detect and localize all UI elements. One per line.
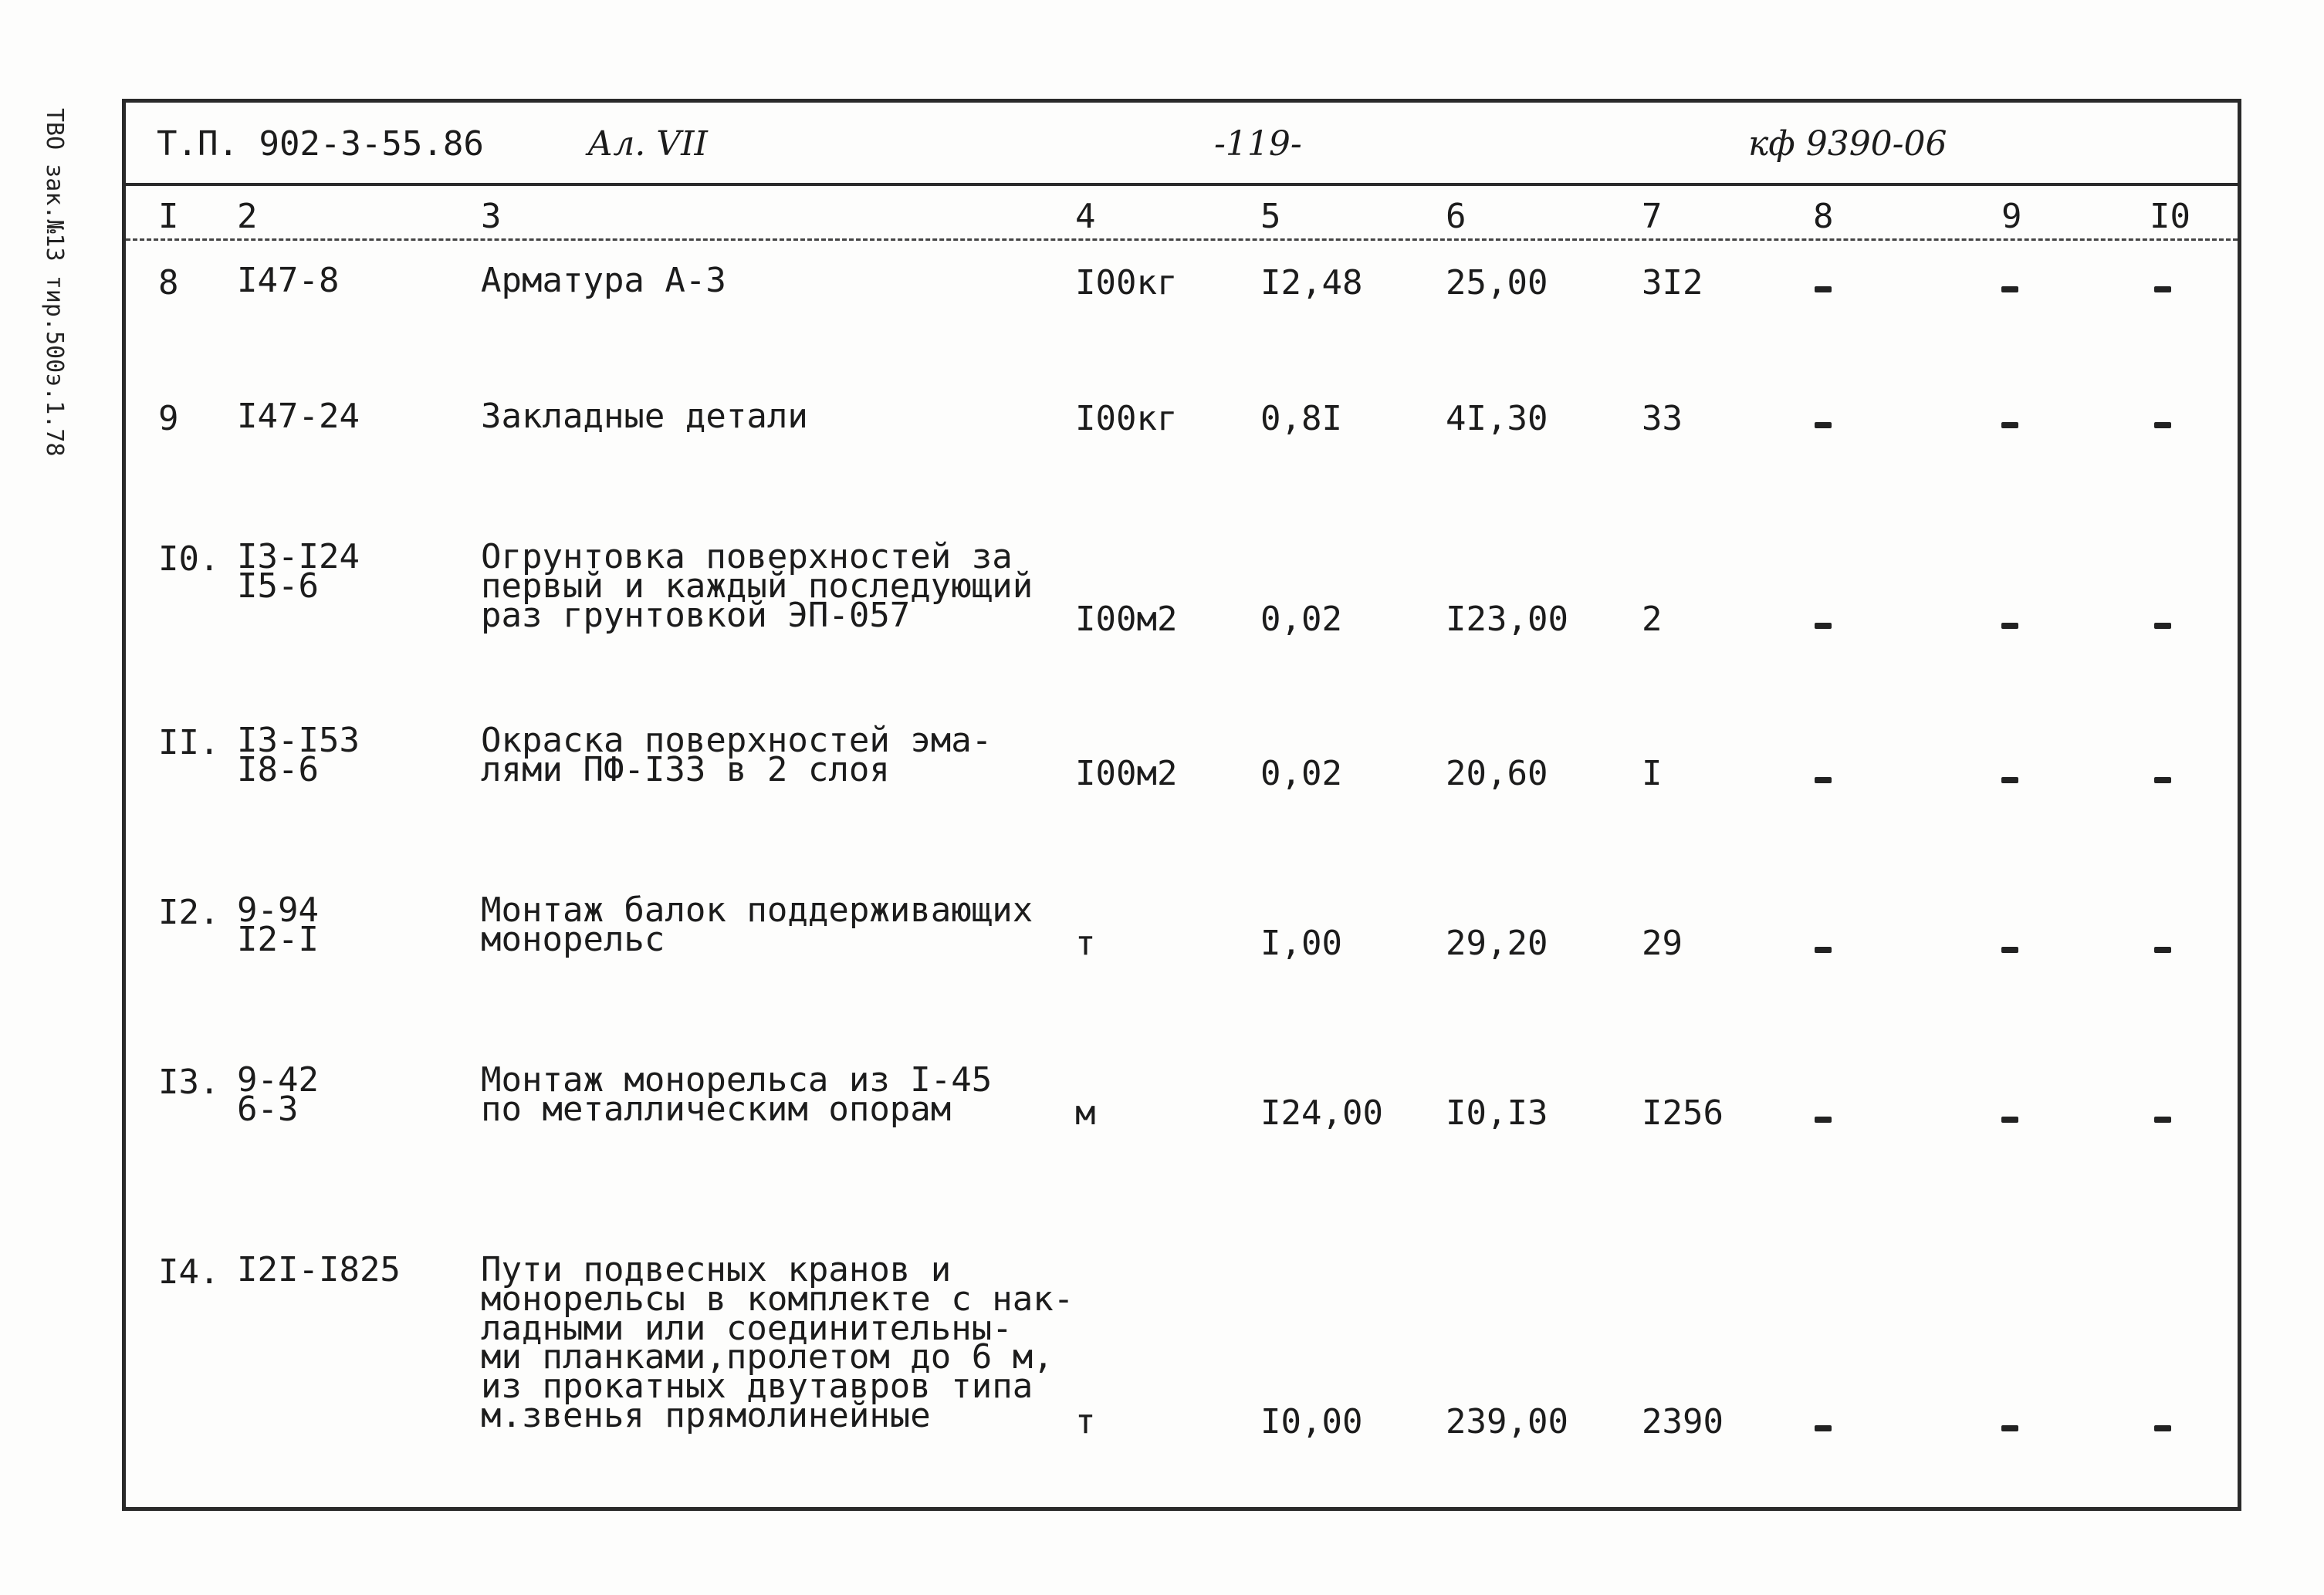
empty-mark — [2001, 286, 2018, 292]
quantity: I0,00 — [1260, 1402, 1363, 1441]
empty-mark — [2001, 1117, 2018, 1123]
empty-mark — [1815, 1117, 1832, 1123]
unit: I00м2 — [1075, 754, 1178, 793]
column-header: 6 — [1446, 197, 1466, 236]
work-name: Закладные детали — [481, 397, 808, 436]
unit-price: 4I,30 — [1446, 399, 1548, 438]
rate-code: I2I-I825 — [237, 1250, 401, 1289]
quantity: I2,48 — [1260, 263, 1363, 302]
unit-price: 239,00 — [1446, 1402, 1568, 1441]
rate-code: 9-94 I2-I — [237, 890, 319, 959]
quantity: 0,02 — [1260, 754, 1342, 793]
total-cost: I — [1642, 754, 1663, 793]
order-number: кф 9390-06 — [1748, 124, 1947, 164]
album-number: Ал. VII — [587, 124, 708, 164]
page-number: -119- — [1214, 124, 1302, 164]
empty-mark — [2154, 286, 2171, 292]
unit-price: I0,I3 — [1446, 1093, 1548, 1133]
empty-mark — [2001, 1425, 2018, 1431]
column-header: 2 — [237, 197, 258, 236]
empty-mark — [1815, 947, 1832, 953]
column-header: I0 — [2150, 197, 2190, 236]
quantity: I24,00 — [1260, 1093, 1383, 1133]
empty-mark — [1815, 422, 1832, 428]
margin-print-stamp: ТВО зак.№13 тир.500э.1.78 — [41, 108, 68, 457]
empty-mark — [1815, 1425, 1832, 1431]
column-header-row — [126, 186, 2238, 241]
row-number: II. — [158, 723, 220, 762]
unit-price: 25,00 — [1446, 263, 1548, 302]
rate-code: I3-I24 I5-6 — [237, 537, 360, 606]
unit-price: 20,60 — [1446, 754, 1548, 793]
work-name: Арматура А-3 — [481, 261, 726, 300]
empty-mark — [2001, 777, 2018, 783]
work-name: Окраска поверхностей эма- лями ПФ-I33 в 2 слоя — [481, 721, 993, 789]
title-row — [126, 103, 2238, 186]
row-number: I2. — [158, 893, 220, 932]
column-header: I — [158, 197, 179, 236]
total-cost: 29 — [1642, 924, 1683, 963]
empty-mark — [2001, 947, 2018, 953]
empty-mark — [1815, 623, 1832, 629]
total-cost: 33 — [1642, 399, 1683, 438]
empty-mark — [2154, 623, 2171, 629]
row-number: I0. — [158, 539, 220, 579]
estimate-table-frame — [122, 99, 2241, 1511]
total-cost: 2390 — [1642, 1402, 1724, 1441]
quantity: 0,02 — [1260, 600, 1342, 639]
empty-mark — [2001, 422, 2018, 428]
empty-mark — [2001, 623, 2018, 629]
work-name: Пути подвесных кранов и монорельсы в комплекте с нак- ладными или соединительны- ми планками,пролетом до 6 м, из прокатных двутавров типа м.звенья прямолинейные — [481, 1250, 1074, 1436]
work-name: Монтаж балок поддерживающих монорельс — [481, 890, 1033, 959]
column-header: 3 — [481, 197, 502, 236]
row-number: I4. — [158, 1252, 220, 1292]
column-header: 9 — [2001, 197, 2022, 236]
unit: т — [1075, 1402, 1096, 1441]
empty-mark — [2154, 422, 2171, 428]
empty-mark — [2154, 947, 2171, 953]
work-name: Огрунтовка поверхностей за первый и каждый последующий раз грунтовкой ЭП-057 — [481, 537, 1033, 635]
total-cost: 3I2 — [1642, 263, 1703, 302]
column-header: 4 — [1075, 197, 1096, 236]
empty-mark — [2154, 1425, 2171, 1431]
row-number: I3. — [158, 1063, 220, 1102]
row-number: 9 — [158, 399, 179, 438]
quantity: 0,8I — [1260, 399, 1342, 438]
empty-mark — [2154, 777, 2171, 783]
rate-code: 9-42 6-3 — [237, 1060, 319, 1129]
unit-price: I23,00 — [1446, 600, 1568, 639]
unit: м — [1075, 1093, 1096, 1133]
unit: I00кг — [1075, 263, 1178, 302]
work-name: Монтаж монорельса из I-45 по металлическим опорам — [481, 1060, 993, 1129]
empty-mark — [1815, 286, 1832, 292]
row-number: 8 — [158, 263, 179, 302]
column-header: 8 — [1813, 197, 1834, 236]
empty-mark — [2154, 1117, 2171, 1123]
unit: I00м2 — [1075, 600, 1178, 639]
column-header: 5 — [1260, 197, 1281, 236]
empty-mark — [1815, 777, 1832, 783]
document-code: Т.П. 902-3-55.86 — [157, 124, 484, 164]
rate-code: I47-24 — [237, 397, 360, 436]
total-cost: I256 — [1642, 1093, 1724, 1133]
unit: т — [1075, 924, 1096, 963]
quantity: I,00 — [1260, 924, 1342, 963]
unit-price: 29,20 — [1446, 924, 1548, 963]
column-header: 7 — [1642, 197, 1663, 236]
unit: I00кг — [1075, 399, 1178, 438]
total-cost: 2 — [1642, 600, 1663, 639]
rate-code: I3-I53 I8-6 — [237, 721, 360, 789]
rate-code: I47-8 — [237, 261, 340, 300]
